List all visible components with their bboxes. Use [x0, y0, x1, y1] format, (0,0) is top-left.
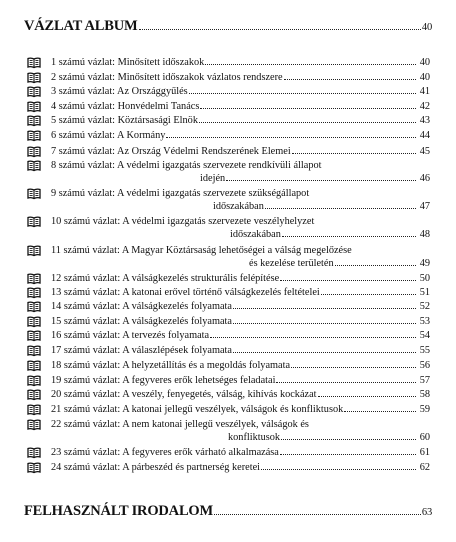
- leader-dots: [226, 180, 416, 181]
- leader-dots: [335, 265, 416, 266]
- entry-page-number: 61: [419, 447, 430, 458]
- leader-dots: [261, 469, 416, 470]
- entry-page-number: 45: [419, 146, 430, 157]
- leader-dots: [280, 280, 416, 281]
- leader-dots: [199, 122, 416, 123]
- entry-label: 22 számú vázlat: A nem katonai jellegű veszélyek, válságok és: [51, 419, 309, 430]
- leader-dots: [233, 323, 416, 324]
- leader-dots: [233, 352, 416, 353]
- leader-dots: [276, 382, 416, 383]
- book-icon: [27, 301, 41, 313]
- book-icon: [27, 360, 41, 372]
- entry-label-continued: időszakában: [230, 229, 281, 240]
- entry-page-number: 44: [419, 130, 430, 141]
- leader-dots: [321, 294, 416, 295]
- book-icon: [27, 404, 41, 416]
- entry-page-number: 41: [419, 86, 430, 97]
- leader-dots: [344, 411, 416, 412]
- leader-dots: [200, 108, 416, 109]
- entry-page-number: 40: [419, 72, 430, 83]
- book-icon: [27, 101, 41, 113]
- book-icon: [27, 273, 41, 285]
- entry-label: 6 számú vázlat: A Kormány: [51, 130, 166, 141]
- entry-label: 3 számú vázlat: Az Országgyűlés: [51, 86, 188, 97]
- leader-dots: [280, 454, 416, 455]
- entry-label: 8 számú vázlat: A védelmi igazgatás szervezete rendkívüli állapot: [51, 160, 322, 171]
- entry-label: 20 számú vázlat: A veszély, fenyegetés, válság, kihívás kockázat: [51, 389, 317, 400]
- entry-page-number: 50: [419, 273, 430, 284]
- entry-page-number: 54: [419, 330, 430, 341]
- entry-label: 17 számú vázlat: A válaszlépések folyamata: [51, 345, 232, 356]
- entry-label-continued: idején: [200, 173, 226, 184]
- entry-page-number: 58: [419, 389, 430, 400]
- leader-dots: [282, 236, 416, 237]
- entry-label: 11 számú vázlat: A Magyar Köztársaság lehetőségei a válság megelőzése: [51, 245, 352, 256]
- entry-label-continued: időszakában: [213, 201, 264, 212]
- book-icon: [27, 130, 41, 142]
- entry-label: 4 számú vázlat: Honvédelmi Tanács: [51, 101, 200, 112]
- leader-dots: [318, 396, 416, 397]
- leader-dots: [205, 64, 416, 65]
- entry-label: 10 számú vázlat: A védelmi igazgatás szervezete veszélyhelyzet: [51, 216, 315, 227]
- entry-label: 21 számú vázlat: A katonai jellegű veszélyek, válságok és konfliktusok: [51, 404, 344, 415]
- book-icon: [27, 72, 41, 84]
- entry-label: 19 számú vázlat: A fegyveres erők lehetséges feladatai: [51, 375, 276, 386]
- book-icon: [27, 216, 41, 228]
- book-icon: [27, 86, 41, 98]
- entry-page-number: 48: [419, 229, 430, 240]
- entry-label-continued: konfliktusok: [228, 432, 281, 443]
- book-icon: [27, 57, 41, 69]
- entry-page-number: 42: [419, 101, 430, 112]
- book-icon: [27, 316, 41, 328]
- entry-page-number: 55: [419, 345, 430, 356]
- book-icon: [27, 345, 41, 357]
- leader-dots: [214, 514, 421, 515]
- leader-dots: [292, 153, 416, 154]
- book-icon: [27, 375, 41, 387]
- entry-page-number: 56: [419, 360, 430, 371]
- book-icon: [27, 389, 41, 401]
- entry-page-number: 40: [419, 57, 430, 68]
- entry-page-number: 60: [419, 432, 430, 443]
- entry-page-number: 46: [419, 173, 430, 184]
- entry-page-number: 51: [419, 287, 430, 298]
- book-icon: [27, 245, 41, 257]
- entry-label-continued: és kezelése területén: [249, 258, 334, 269]
- leader-dots: [139, 29, 421, 30]
- entry-label: 7 számú vázlat: Az Ország Védelmi Rendszerének Elemei: [51, 146, 291, 157]
- album-page-number: 40: [421, 22, 432, 33]
- entry-label: 16 számú vázlat: A tervezés folyamata: [51, 330, 210, 341]
- entry-page-number: 49: [419, 258, 430, 269]
- entry-label: 24 számú vázlat: A párbeszéd és partnerség keretei: [51, 462, 260, 473]
- bibliography-page-number: 63: [421, 507, 432, 518]
- entry-page-number: 57: [419, 375, 430, 386]
- entry-label: 9 számú vázlat: A védelmi igazgatás szervezete szükségállapot: [51, 188, 310, 199]
- leader-dots: [281, 439, 416, 440]
- entry-page-number: 62: [419, 462, 430, 473]
- leader-dots: [233, 308, 416, 309]
- book-icon: [27, 419, 41, 431]
- book-icon: [27, 160, 41, 172]
- entry-label: 5 számú vázlat: Köztársasági Elnök: [51, 115, 198, 126]
- book-icon: [27, 188, 41, 200]
- leader-dots: [265, 208, 416, 209]
- bibliography-heading: [24, 503, 432, 520]
- album-title: VÁZLAT ALBUM: [24, 18, 138, 34]
- entry-label: 12 számú vázlat: A válságkezelés strukturális felépítése: [51, 273, 280, 284]
- book-icon: [27, 330, 41, 342]
- leader-dots: [210, 337, 416, 338]
- entry-page-number: 59: [419, 404, 430, 415]
- entry-label: 18 számú vázlat: A helyzetállítás és a megoldás folyamata: [51, 360, 291, 371]
- entry-page-number: 52: [419, 301, 430, 312]
- entry-label: 2 számú vázlat: Minősített időszakok vázlatos rendszere: [51, 72, 283, 83]
- entry-label: 23 számú vázlat: A fegyveres erők várható alkalmazása: [51, 447, 279, 458]
- book-icon: [27, 115, 41, 127]
- leader-dots: [291, 367, 416, 368]
- leader-dots: [189, 93, 416, 94]
- book-icon: [27, 447, 41, 459]
- leader-dots: [166, 137, 416, 138]
- book-icon: [27, 462, 41, 474]
- entry-label: 13 számú vázlat: A katonai erővel történő válságkezelés feltételei: [51, 287, 320, 298]
- entry-page-number: 43: [419, 115, 430, 126]
- entry-page-number: 47: [419, 201, 430, 212]
- book-icon: [27, 146, 41, 158]
- album-heading: [24, 18, 432, 35]
- book-icon: [27, 287, 41, 299]
- entry-page-number: 53: [419, 316, 430, 327]
- entry-label: 1 számú vázlat: Minősített időszakok: [51, 57, 205, 68]
- bibliography-title: FELHASZNÁLT IRODALOM: [24, 503, 213, 519]
- leader-dots: [284, 79, 416, 80]
- entry-label: 15 számú vázlat: A válságkezelés folyamata: [51, 316, 232, 327]
- entry-label: 14 számú vázlat: A válságkezelés folyamata: [51, 301, 232, 312]
